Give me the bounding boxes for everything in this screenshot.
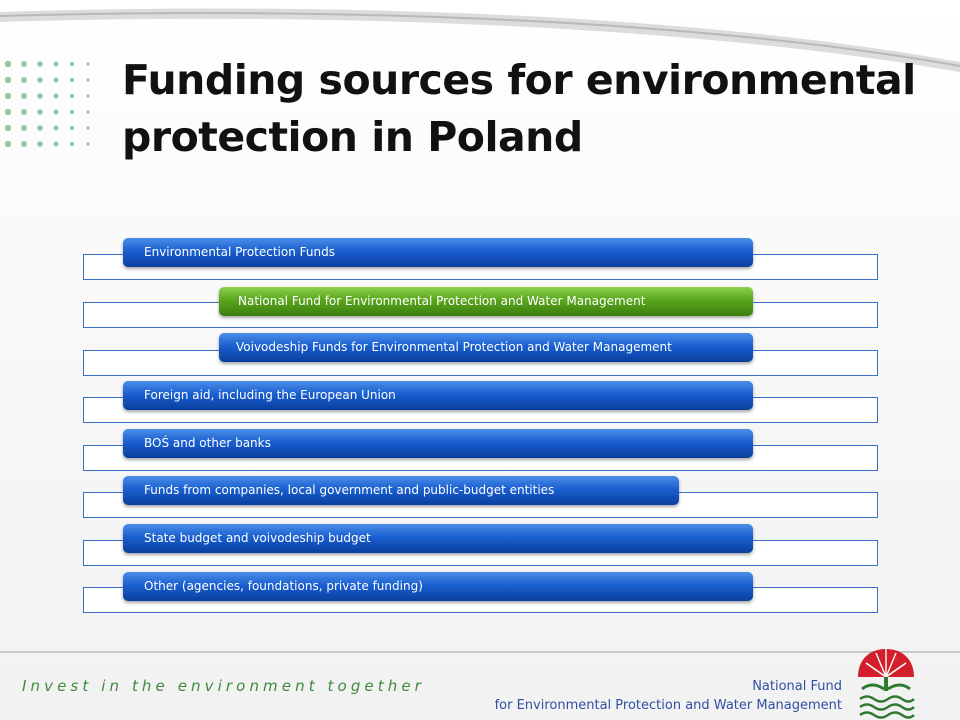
source-bar-companies-local-government: Funds from companies, local government and public-budget entities — [123, 476, 679, 505]
source-bar-environmental-protection-funds: Environmental Protection Funds — [123, 238, 753, 267]
source-bar-state-budget: State budget and voivodeship budget — [123, 524, 753, 553]
source-bar-foreign-aid: Foreign aid, including the European Union — [123, 381, 753, 410]
slide-title-line-2: protection in Poland — [122, 113, 583, 161]
footer-divider — [0, 651, 960, 653]
source-bar-national-fund: National Fund for Environmental Protection and Water Management — [219, 287, 753, 316]
slide-title-line-1: Funding sources for environmental — [122, 56, 916, 104]
fund-logo-line-1: National Fund — [752, 679, 842, 694]
source-bar-other: Other (agencies, foundations, private funding) — [123, 572, 753, 601]
fund-emblem-icon — [856, 645, 916, 720]
source-bar-banks: BOŚ and other banks — [123, 429, 753, 458]
fund-logo-text — [495, 677, 842, 715]
footer-tagline: Invest in the environment together — [22, 677, 425, 695]
source-bar-voivodeship-funds: Voivodeship Funds for Environmental Protection and Water Management — [219, 333, 753, 362]
fund-logo-line-2: for Environmental Protection and Water Management — [494, 698, 842, 713]
